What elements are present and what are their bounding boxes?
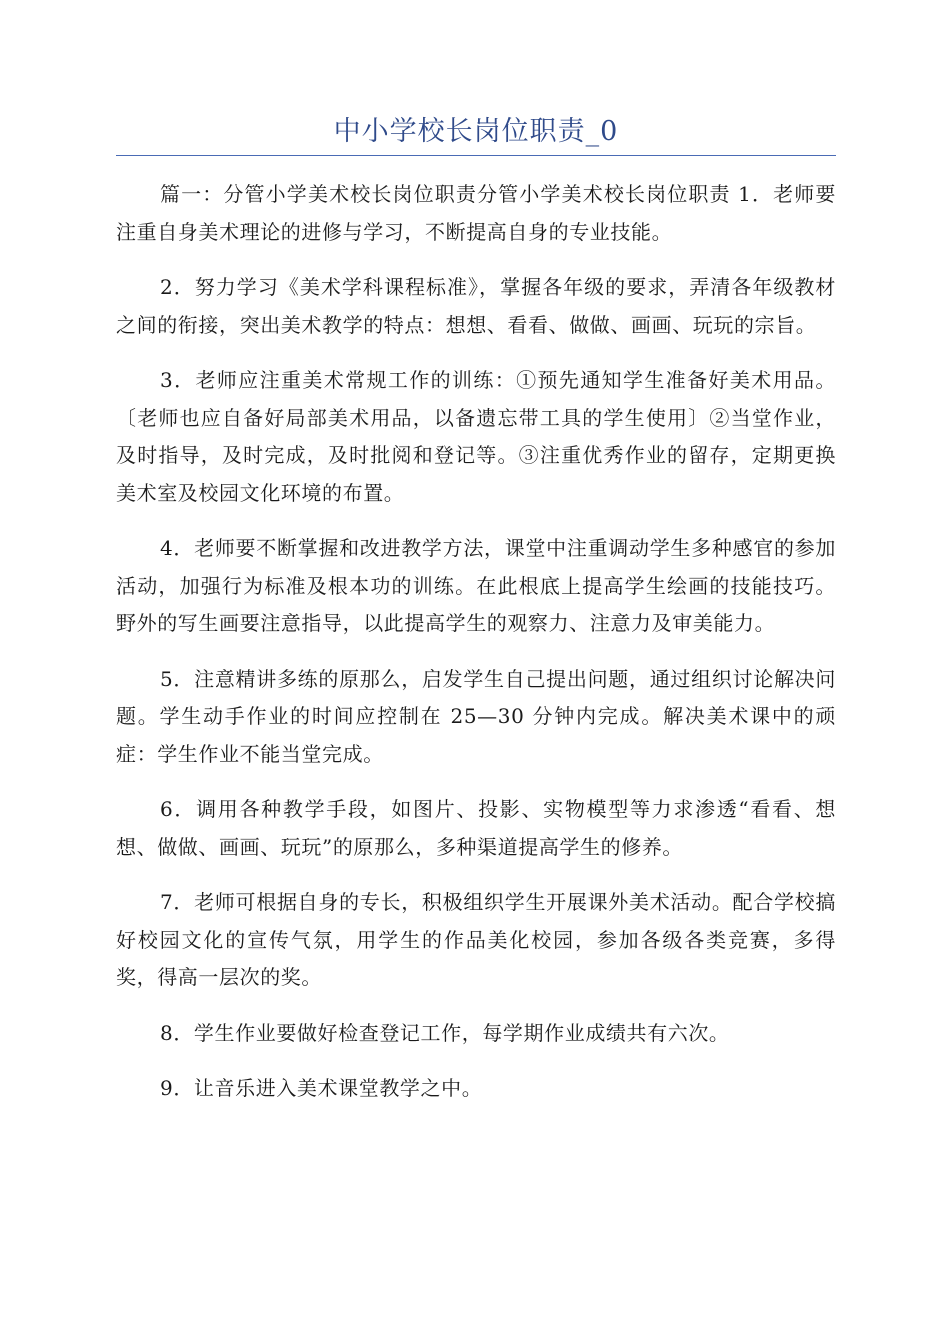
paragraph-8: 8．学生作业要做好检查登记工作，每学期作业成绩共有六次。: [160, 1020, 730, 1045]
paragraph-3: 3．老师应注重美术常规工作的训练：①预先通知学生准备好美术用品。〔老师也应自备好局部美术用品，以备遗忘带工具的学生使用〕②当堂作业，及时指导，及时完成，及时批阅和登记等。③注重优秀作业的留存，定期更换美术室及校园文化环境的布置。: [116, 368, 836, 505]
paragraph-7: 7．老师可根据自身的专长，积极组织学生开展课外美术活动。配合学校搞好校园文化的宣传气氛，用学生的作品美化校园，参加各级各类竞赛，多得奖，得高一层次的奖。: [116, 890, 836, 989]
paragraph-5: 5．注意精讲多练的原那么，启发学生自己提出问题，通过组织讨论解决问题。学生动手作业的时间应控制在 25—30 分钟内完成。解决美术课中的顽症：学生作业不能当堂完成。: [116, 666, 836, 766]
paragraph-6: 6．调用各种教学手段，如图片、投影、实物模型等力求渗透“看看、想想、做做、画画、玩玩”的原那么，多种渠道提高学生的修养。: [116, 797, 836, 859]
paragraph-2: 2．努力学习《美术学科课程标准》，掌握各年级的要求，弄清各年级教材之间的衔接，突出美术教学的特点：想想、看看、做做、画画、玩玩的宗旨。: [116, 275, 836, 337]
document-body: [116, 176, 836, 1126]
paragraph-9: 9．让音乐进入美术课堂教学之中。: [160, 1076, 483, 1100]
title-underline: [116, 155, 836, 156]
paragraph-4: 4．老师要不断掌握和改进教学方法，课堂中注重调动学生多种感官的参加活动，加强行为标准及根本功的训练。在此根底上提高学生绘画的技能技巧。野外的写生画要注意指导，以此提高学生的观察力、注意力及审美能力。: [116, 536, 836, 635]
paragraph-1: 篇一：分管小学美术校长岗位职责分管小学美术校长岗位职责 1．老师要注重自身美术理论的进修与学习，不断提高自身的专业技能。: [116, 182, 836, 244]
document-title: 中小学校长岗位职责_0: [333, 116, 619, 147]
